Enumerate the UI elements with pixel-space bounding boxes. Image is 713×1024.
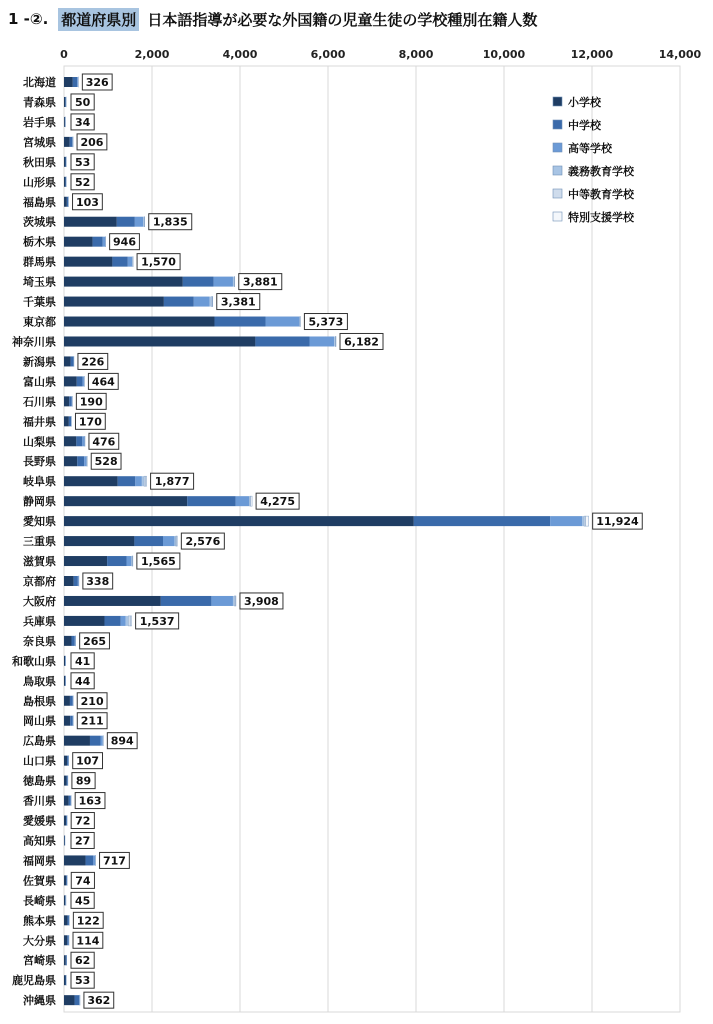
legend-label: 特別支援学校: [568, 211, 634, 224]
bar-segment: [144, 476, 146, 486]
bar-segment: [64, 436, 76, 446]
category-label: 兵庫県: [23, 614, 56, 628]
category-label: 神奈川県: [12, 335, 56, 349]
bar-segment: [64, 776, 67, 786]
bar-segment: [107, 556, 126, 566]
bar-segment: [65, 97, 66, 107]
category-label: 千葉県: [23, 295, 56, 309]
total-data-label: 3,881: [242, 275, 278, 289]
bar-segment: [64, 915, 67, 925]
bar-segment: [64, 396, 69, 406]
total-data-label: 11,924: [596, 515, 639, 529]
bar-segment: [66, 875, 67, 885]
x-tick-label: 2,000: [134, 48, 170, 61]
bar-segment: [64, 336, 255, 346]
x-tick-label: 6,000: [310, 48, 346, 61]
bar-segment: [74, 576, 78, 586]
bar-segment: [66, 955, 67, 965]
chart-title: 日本語指導が必要な外国籍の児童生徒の学校種別在籍人数: [147, 10, 538, 29]
x-tick-label: 12,000: [570, 48, 614, 61]
legend: [553, 95, 635, 224]
category-label: 山形県: [23, 175, 56, 189]
total-data-label: 1,537: [139, 614, 175, 628]
category-label: 福岡県: [23, 854, 56, 868]
bar-segment: [69, 396, 71, 406]
bar-segment: [67, 915, 68, 925]
bar-segment: [64, 576, 74, 586]
bar-segment: [64, 616, 104, 626]
bar-segment: [64, 416, 69, 426]
bar-segment: [183, 277, 214, 287]
bar-segment: [64, 496, 187, 506]
category-label: 長崎県: [23, 894, 56, 908]
total-data-label: 338: [86, 575, 110, 588]
section-number: 1 -②.: [8, 10, 49, 28]
bar-segment: [103, 237, 106, 247]
total-data-label: 1,877: [154, 475, 190, 489]
bar-segment: [70, 696, 73, 706]
bar-segment: [64, 456, 77, 466]
bar-segment: [64, 237, 93, 247]
category-label: 群馬県: [23, 255, 56, 269]
total-data-label: 5,373: [308, 315, 344, 329]
category-label: 石川県: [23, 395, 56, 409]
bar-segment: [64, 317, 214, 327]
bar-segment: [135, 217, 143, 227]
bar-segment: [64, 796, 69, 806]
bar-segment: [65, 676, 66, 686]
category-label: 埼玉県: [23, 275, 56, 289]
category-label: 大阪府: [23, 594, 56, 608]
bar-segment: [582, 516, 584, 526]
bar-segment: [77, 77, 78, 87]
total-data-label: 326: [85, 76, 109, 89]
bar-segment: [90, 736, 101, 746]
bar-segment: [82, 436, 84, 446]
bar-segment: [112, 257, 127, 267]
bar-segment: [146, 476, 147, 486]
total-data-label: 265: [83, 634, 107, 648]
bar-segment: [65, 656, 66, 666]
total-data-label: 44: [74, 674, 91, 688]
bar-segment: [64, 137, 70, 147]
bar-segment: [104, 616, 120, 626]
bar-segment: [78, 576, 79, 586]
bar-segment: [251, 496, 252, 506]
bar-segment: [64, 536, 134, 546]
category-label: 奈良県: [23, 634, 56, 648]
category-label: 山梨県: [23, 435, 56, 449]
bar-segment: [83, 376, 84, 386]
bar-segment: [64, 556, 107, 566]
bar-segment: [130, 616, 131, 626]
total-data-label: 1,565: [140, 555, 176, 569]
total-data-label: 894: [110, 734, 134, 748]
category-label: 岡山県: [23, 714, 56, 728]
total-data-label: 476: [92, 435, 116, 449]
bar-segment: [187, 496, 235, 506]
total-data-label: 163: [78, 794, 102, 808]
bar-segment: [64, 855, 86, 865]
bar-segment: [93, 855, 95, 865]
total-data-label: 107: [76, 754, 100, 768]
total-data-label: 1,835: [152, 215, 188, 229]
bar-segment: [70, 716, 72, 726]
category-label: 富山県: [23, 375, 56, 389]
category-label: 広島県: [23, 734, 56, 748]
total-data-label: 362: [87, 994, 111, 1008]
bar-segment: [128, 257, 132, 267]
bar-segment: [67, 935, 68, 945]
bar-segment: [64, 835, 65, 845]
bar-segment: [69, 416, 71, 426]
category-label: 新潟県: [23, 355, 56, 369]
bar-segment: [64, 177, 65, 187]
total-data-label: 206: [80, 135, 104, 149]
bar-segment: [69, 796, 71, 806]
bar-segment: [214, 277, 233, 287]
bar-segment: [64, 596, 161, 606]
category-label: 東京都: [23, 315, 56, 329]
bar-segment: [310, 336, 335, 346]
bar-segment: [194, 297, 210, 307]
total-data-label: 62: [74, 954, 91, 968]
bar-segment: [71, 636, 74, 646]
bar-segment: [67, 756, 68, 766]
bar-segment: [64, 656, 65, 666]
bar-segment: [177, 536, 178, 546]
category-label: 北海道: [23, 76, 56, 89]
bar-segment: [64, 97, 65, 107]
bar-segment: [64, 257, 112, 267]
total-data-label: 717: [102, 854, 126, 868]
legend-swatch: [553, 189, 562, 198]
highlighted-heading: 都道府県別: [58, 8, 139, 31]
bar-segment: [64, 676, 65, 686]
category-label: 静岡県: [23, 495, 56, 509]
chart-heading: [8, 6, 537, 32]
total-data-label: 74: [75, 874, 91, 888]
bar-segment: [142, 476, 144, 486]
total-data-label: 3,381: [220, 295, 256, 309]
bar-segment: [64, 277, 183, 287]
bar-segment: [64, 217, 117, 227]
x-tick-label: 4,000: [222, 48, 258, 61]
bar-segment: [64, 935, 67, 945]
total-data-label: 53: [74, 155, 91, 169]
x-tick-label: 0: [60, 48, 68, 61]
bar-segment: [70, 137, 73, 147]
total-data-label: 41: [74, 654, 91, 668]
bar-segment: [121, 616, 126, 626]
total-data-label: 226: [81, 355, 105, 369]
category-label: 滋賀県: [23, 555, 56, 569]
bar-segment: [117, 217, 135, 227]
bar-segment: [64, 356, 71, 366]
category-label: 愛媛県: [23, 814, 56, 828]
bar-segment: [64, 476, 118, 486]
total-data-label: 89: [75, 774, 92, 788]
bar-segment: [64, 955, 66, 965]
x-tick-label: 14,000: [658, 48, 702, 61]
legend-label: 義務教育学校: [568, 165, 634, 178]
category-label: 宮崎県: [23, 954, 56, 968]
legend-label: 高等学校: [568, 142, 612, 155]
category-label: 高知県: [23, 834, 56, 848]
category-label: 香川県: [23, 794, 56, 808]
bar-segment: [64, 297, 164, 307]
category-label: 京都府: [23, 575, 56, 588]
total-data-label: 464: [91, 375, 115, 389]
category-label: 茨城県: [23, 215, 56, 229]
x-tick-label: 8,000: [398, 48, 434, 61]
bar-segment: [128, 616, 130, 626]
total-data-label: 4,275: [260, 495, 295, 509]
category-label: 徳島県: [23, 774, 56, 788]
total-data-label: 946: [113, 235, 137, 249]
bar-segment: [161, 596, 212, 606]
bar-segment: [84, 456, 86, 466]
legend-swatch: [553, 97, 562, 106]
category-label: 福井県: [23, 415, 56, 429]
bar-segment: [77, 376, 83, 386]
bar-segment: [64, 975, 65, 985]
total-data-label: 528: [94, 455, 118, 469]
category-label: 佐賀県: [23, 874, 56, 888]
category-label: 三重県: [23, 535, 56, 549]
legend-label: 中学校: [568, 119, 601, 132]
bar-segment: [64, 376, 77, 386]
legend-swatch: [553, 212, 562, 221]
category-label: 愛知県: [23, 515, 56, 529]
bar-segment: [64, 875, 66, 885]
bar-segment: [64, 816, 66, 826]
category-label: 福島県: [23, 195, 56, 209]
bar-segment: [126, 616, 129, 626]
category-label: 沖縄県: [23, 994, 56, 1008]
x-tick-label: 10,000: [482, 48, 526, 61]
bar-segment: [550, 516, 582, 526]
bar-segment: [164, 297, 194, 307]
bar-segment: [211, 596, 233, 606]
bar-segment: [64, 756, 67, 766]
bar-segment: [86, 855, 94, 865]
bar-segment: [101, 736, 103, 746]
total-data-label: 50: [74, 95, 91, 109]
legend-swatch: [553, 143, 562, 152]
bar-segment: [67, 776, 68, 786]
bar-segment: [66, 816, 67, 826]
total-data-label: 27: [74, 834, 91, 848]
category-label: 和歌山県: [12, 654, 56, 668]
category-label: 島根県: [23, 694, 56, 708]
bar-segment: [71, 356, 74, 366]
bar-segment: [77, 456, 84, 466]
bar-segment: [126, 556, 131, 566]
category-label: 岩手県: [23, 115, 56, 129]
bar-segment: [134, 536, 163, 546]
total-data-label: 103: [75, 195, 99, 209]
bar-segment: [255, 336, 309, 346]
stacked-bar-chart: [0, 40, 713, 1024]
bar-segment: [64, 197, 67, 207]
bar-segment: [64, 696, 70, 706]
total-data-label: 122: [76, 914, 100, 928]
legend-swatch: [553, 120, 562, 129]
total-data-label: 72: [75, 814, 91, 828]
bar-segment: [64, 716, 70, 726]
bar-segment: [414, 516, 550, 526]
legend-label: 中等教育学校: [568, 188, 634, 201]
category-label: 長野県: [23, 455, 56, 469]
category-label: 宮城県: [23, 135, 56, 149]
bar-segment: [214, 317, 265, 327]
bar-segment: [64, 995, 75, 1005]
total-data-label: 210: [80, 694, 104, 708]
bar-segment: [210, 297, 212, 307]
bar-segment: [67, 197, 68, 207]
total-data-label: 1,570: [141, 255, 176, 269]
total-data-label: 211: [80, 714, 104, 728]
bar-segment: [64, 895, 65, 905]
total-data-label: 53: [74, 974, 91, 988]
bar-segment: [93, 237, 103, 247]
bar-segment: [76, 436, 82, 446]
total-data-label: 2,576: [185, 535, 221, 549]
category-label: 山口県: [23, 754, 56, 768]
bar-segment: [64, 77, 73, 87]
total-data-label: 52: [74, 175, 91, 189]
bar-segment: [64, 736, 90, 746]
legend-swatch: [553, 166, 562, 175]
category-label: 栃木県: [23, 235, 56, 249]
total-data-label: 6,182: [344, 335, 379, 349]
bar-segment: [75, 995, 79, 1005]
category-label: 岐阜県: [23, 475, 56, 489]
total-data-label: 190: [79, 395, 103, 409]
bar-segment: [64, 117, 65, 127]
category-label: 鹿児島県: [12, 974, 56, 988]
category-label: 秋田県: [23, 155, 56, 169]
bar-segment: [586, 516, 589, 526]
bar-segment: [163, 536, 174, 546]
bar-segment: [236, 496, 250, 506]
total-data-label: 3,908: [244, 594, 279, 608]
category-label: 青森県: [23, 95, 56, 109]
category-label: 鳥取県: [23, 674, 56, 688]
total-data-label: 114: [76, 934, 100, 948]
bar-segment: [64, 157, 65, 167]
total-data-label: 170: [78, 415, 102, 429]
category-label: 熊本県: [23, 914, 56, 928]
bar-segment: [64, 516, 414, 526]
category-label: 大分県: [23, 934, 56, 948]
total-data-label: 34: [74, 115, 91, 129]
bar-segment: [266, 317, 300, 327]
bar-segment: [135, 476, 142, 486]
bar-segment: [73, 77, 77, 87]
legend-label: 小学校: [568, 96, 601, 109]
bar-segment: [118, 476, 136, 486]
bar-segment: [64, 636, 71, 646]
total-data-label: 45: [74, 894, 91, 908]
